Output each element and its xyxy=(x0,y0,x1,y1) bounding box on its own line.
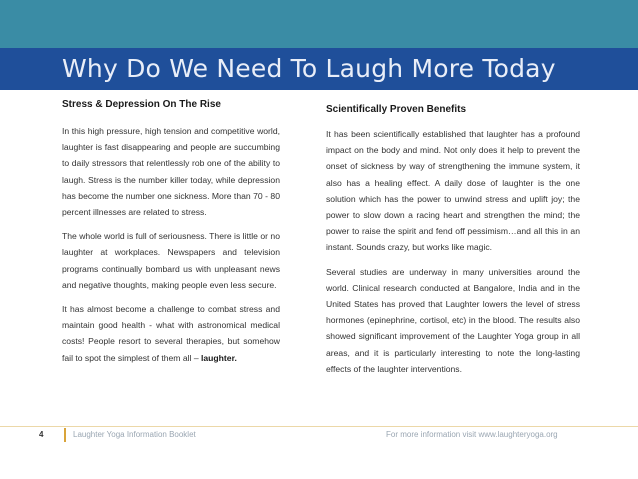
left-column xyxy=(62,98,280,366)
left-paragraph-3-emphasis: laughter. xyxy=(201,352,237,363)
left-paragraph-3-text: It has almost become a challenge to combat stress and maintain good health - what with astronomical medical costs! People resort to several therapies, but somehow fail to spot the simplest of them all – xyxy=(62,304,280,363)
left-column-heading: Stress & Depression On The Rise xyxy=(62,99,221,110)
right-column xyxy=(326,98,580,377)
footer-booklet-title: Laughter Yoga Information Booklet xyxy=(73,430,196,439)
right-paragraph-1: It has been scientifically established that laughter has a profound impact on the body and mind. Not only does it help to prevent the onset of sickness by way of strengthening the immune system, it also has a healing effect. A daily dose of laughter is the one solution which has the power to unwind stress and uplift joy; the power to slow down a racing heart and strengthen the mind; the power to raise the spirit and fend off pessimism…and all this in an instant. Sounds crazy, but works like magic. xyxy=(326,129,580,253)
page-title: Why Do We Need To Laugh More Today xyxy=(62,54,556,83)
page-number: 4 xyxy=(39,430,44,439)
right-paragraph-2: Several studies are underway in many universities around the world. Clinical research conducted at Bangalore, India and in the United States has proved that Laughter lowers the level of stress hormones (epinephrine, cortisol, etc) in the blood. The results also showed significant improvement of the Laughter Yoga group in all areas, and it is particularly interesting to note the long-lasting effects of the laughter interventions. xyxy=(326,266,580,374)
footer-website-note: For more information visit www.laughteryoga.org xyxy=(386,430,558,439)
footer-rule xyxy=(0,426,638,427)
footer-divider xyxy=(64,428,66,442)
left-paragraph-1: In this high pressure, high tension and competitive world, laughter is fast disappearing and people are succumbing to daily stressors that relentlessly rob one of the ability to laugh. Stress is the number killer today, while depression has become the number one sickness. More than 70 - 80 percent illnesses are related to stress. xyxy=(62,126,280,218)
right-column-heading: Scientifically Proven Benefits xyxy=(326,104,467,115)
left-paragraph-3 xyxy=(62,301,280,366)
left-paragraph-2: The whole world is full of seriousness. There is little or no laughter at workplaces. Newspapers and television programs continually bombard us with unpleasant news and negative thoughts, making people even less secure. xyxy=(62,231,280,290)
top-color-band xyxy=(0,0,638,48)
